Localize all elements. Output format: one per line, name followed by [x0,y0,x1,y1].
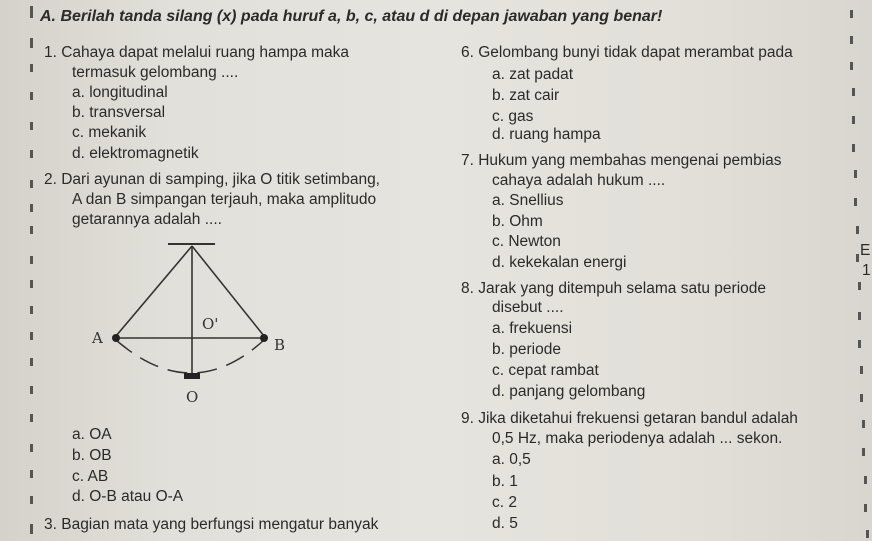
q1-option-d[interactable]: d. elektromagnetik [72,145,199,162]
pendulum-string-left [116,246,192,336]
q2-option-d[interactable]: d. O-B atau O-A [72,488,184,505]
q2-option-a[interactable]: a. OA [72,426,112,443]
label-o: O [186,388,199,406]
q1-option-a[interactable]: a. longitudinal [72,84,168,101]
bob-position-a [112,334,120,342]
q2-option-b[interactable]: b. OB [72,447,112,464]
q8-option-a[interactable]: a. frekuensi [492,320,573,337]
q6-stem: 6. Gelombang bunyi tidak dapat merambat pada [461,44,793,61]
label-a: A [92,329,103,347]
bob-position-b [260,334,268,342]
q8-option-b[interactable]: b. periode [492,341,561,358]
q6-option-b[interactable]: b. zat cair [492,87,560,104]
q6-option-d[interactable]: d. ruang hampa [492,126,601,143]
q3-stem: 3. Bagian mata yang berfungsi mengatur banyak [44,516,379,533]
q9-option-d[interactable]: d. 5 [492,515,518,532]
q2-stem: 2. Dari ayunan di samping, jika O titik setimbang, [44,171,380,188]
q2-option-c[interactable]: c. AB [72,468,109,485]
q9-option-c[interactable]: c. 2 [492,494,517,511]
q6-option-c[interactable]: c. gas [492,108,534,125]
bob-position-o [184,373,200,379]
q9-stem-cont: 0,5 Hz, maka periodenya adalah ... sekon. [492,430,783,447]
q7-option-d[interactable]: d. kekekalan energi [492,254,627,271]
swing-arc [116,340,264,373]
q7-option-c[interactable]: c. Newton [492,233,561,250]
q1-stem: 1. Cahaya dapat melalui ruang hampa maka [44,44,350,61]
q2-stem-cont: A dan B simpangan terjauh, maka amplitudo [72,191,377,208]
edge-text-e: E [860,242,871,259]
q7-stem: 7. Hukum yang membahas mengenai pembias [461,152,782,169]
q7-stem-cont: cahaya adalah hukum .... [492,172,666,189]
section-title: A. Berilah tanda silang (x) pada huruf a, b, c, atau d di depan jawaban yang benar! [40,8,663,25]
q6-option-a[interactable]: a. zat padat [492,66,574,83]
q1-option-c[interactable]: c. mekanik [72,124,147,141]
label-pivot: O' [202,315,219,333]
q9-option-a[interactable]: a. 0,5 [492,451,531,468]
q8-option-c[interactable]: c. cepat rambat [492,362,599,379]
edge-text-1: 1 [862,262,871,279]
q2-stem-cont2: getarannya adalah .... [72,211,222,228]
q7-option-a[interactable]: a. Snellius [492,192,564,209]
q7-option-b[interactable]: b. Ohm [492,213,543,230]
q8-stem-cont: disebut .... [492,299,564,316]
q1-stem-cont: termasuk gelombang .... [72,64,239,81]
q9-option-b[interactable]: b. 1 [492,473,518,490]
q9-stem: 9. Jika diketahui frekuensi getaran bandul adalah [461,410,798,427]
q8-option-d[interactable]: d. panjang gelombang [492,383,646,400]
q1-option-b[interactable]: b. transversal [72,104,166,121]
pendulum-diagram [80,236,300,416]
label-b: B [274,336,286,354]
q8-stem: 8. Jarak yang ditempuh selama satu periode [461,280,767,297]
